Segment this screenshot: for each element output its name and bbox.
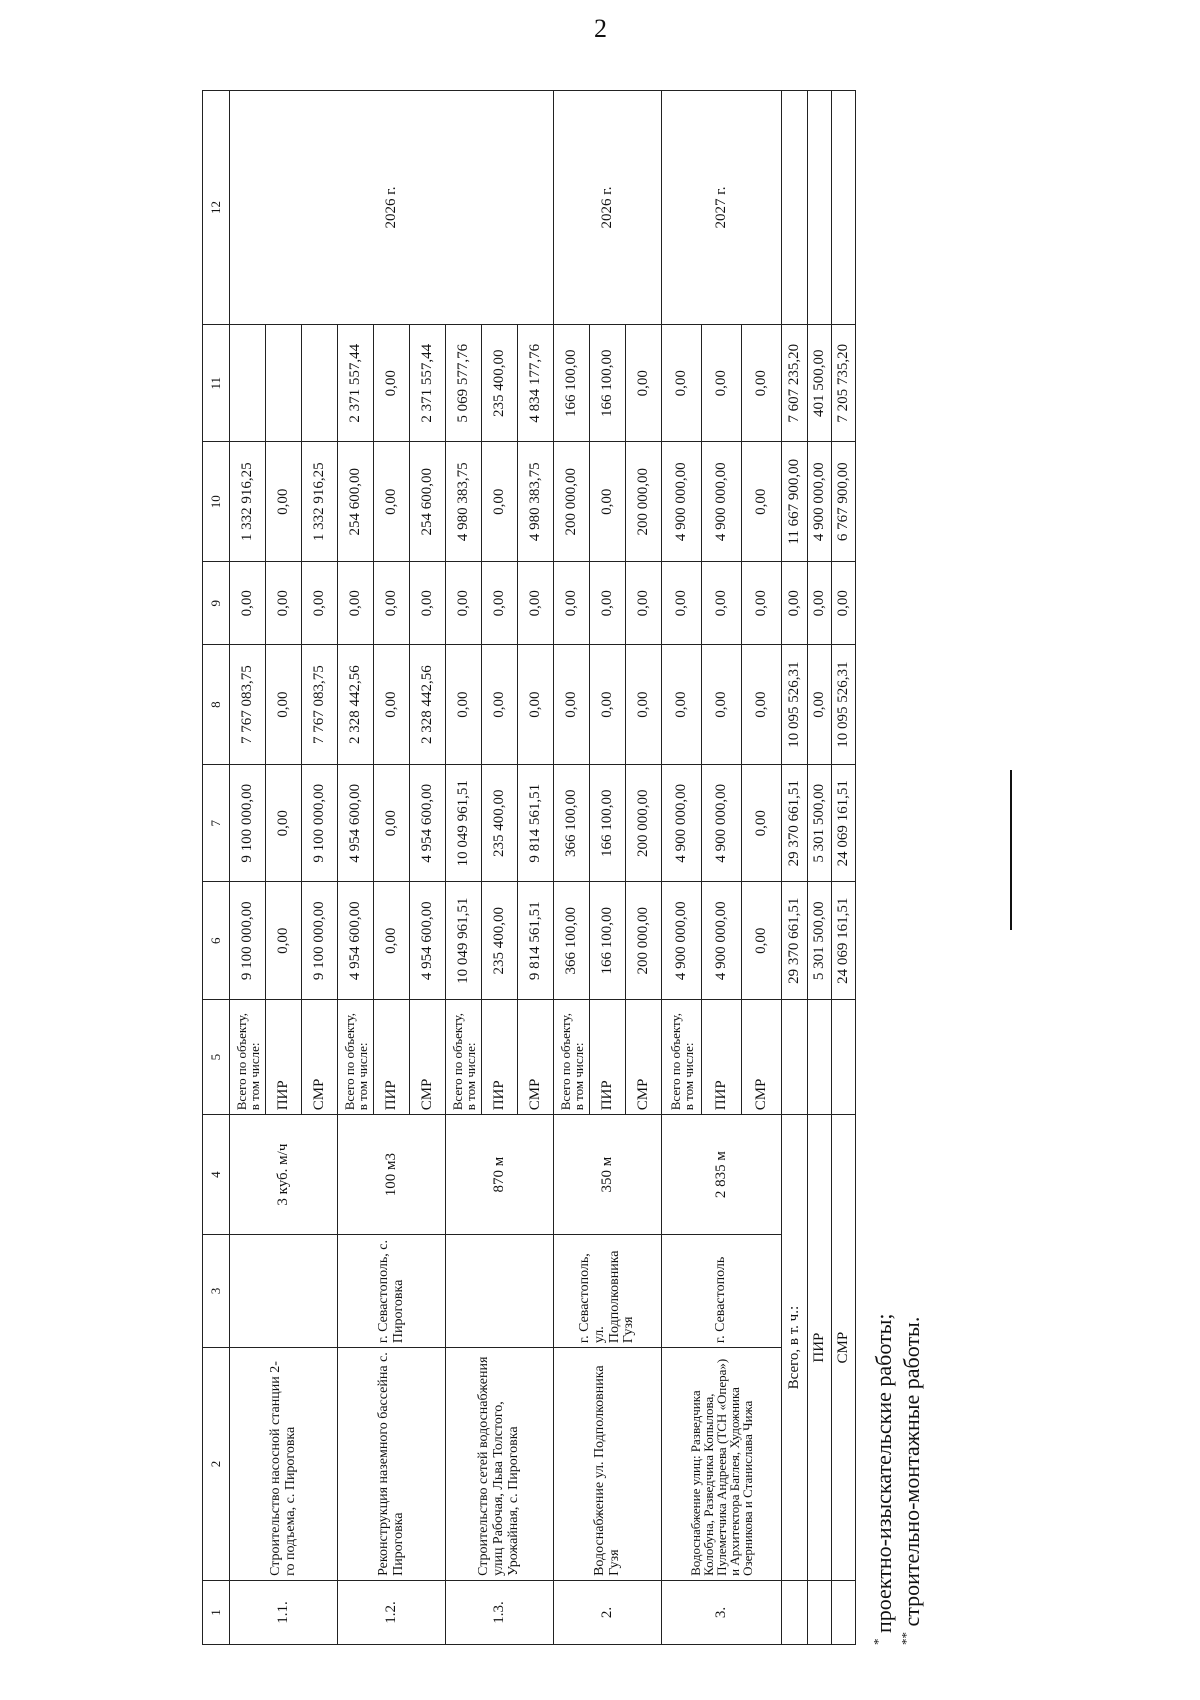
value-cell: 10 049 961,51 — [446, 764, 482, 881]
value-cell — [230, 324, 266, 441]
total-value: 0,00 — [782, 562, 808, 645]
value-cell: 9 100 000,00 — [230, 764, 266, 881]
line-label: Всего по объекту, в том числе: — [554, 999, 590, 1114]
separator-line — [1010, 770, 1012, 930]
value-cell: 0,00 — [626, 645, 662, 765]
value-cell: 0,00 — [702, 324, 742, 441]
total-value: 29 370 661,51 — [782, 764, 808, 881]
value-cell: 0,00 — [374, 562, 410, 645]
value-cell: 0,00 — [702, 562, 742, 645]
value-cell: 0,00 — [266, 562, 302, 645]
location-cell: г. Севастополь, ул. Подполковника Гузя — [554, 1234, 662, 1347]
empty-cell — [832, 1580, 856, 1644]
table-row — [554, 91, 590, 1645]
line-label: СМР — [518, 999, 554, 1114]
value-cell: 4 900 000,00 — [662, 764, 702, 881]
total-value: 11 667 900,00 — [782, 442, 808, 562]
value-cell: 7 767 083,75 — [302, 645, 338, 765]
total-value: 401 500,00 — [808, 324, 832, 441]
value-cell: 9 814 561,51 — [518, 882, 554, 999]
location-cell: г. Севастополь, с. Пироговка — [338, 1234, 446, 1347]
total-value: 5 301 500,00 — [808, 882, 832, 999]
total-value: 6 767 900,00 — [832, 442, 856, 562]
value-cell: 235 400,00 — [482, 882, 518, 999]
capacity-cell: 100 м3 — [338, 1115, 446, 1235]
value-cell: 254 600,00 — [410, 442, 446, 562]
value-cell: 0,00 — [742, 645, 782, 765]
footnote-smr — [898, 90, 926, 1645]
line-label: ПИР — [266, 999, 302, 1114]
value-cell: 0,00 — [626, 324, 662, 441]
value-cell: 4 980 383,75 — [446, 442, 482, 562]
row-number: 3. — [662, 1580, 782, 1644]
value-cell: 0,00 — [742, 442, 782, 562]
value-cell: 0,00 — [374, 764, 410, 881]
value-cell: 4 954 600,00 — [338, 882, 374, 999]
capacity-cell: 350 м — [554, 1115, 662, 1235]
value-cell: 0,00 — [482, 562, 518, 645]
value-cell: 5 069 577,76 — [446, 324, 482, 441]
footnote-text: проектно-изыскательские работы; — [871, 1313, 896, 1633]
header-cell: 11 — [203, 324, 230, 441]
financing-table — [202, 90, 856, 1645]
totals-row — [782, 91, 808, 1645]
value-cell: 4 900 000,00 — [702, 764, 742, 881]
value-cell: 1 332 916,25 — [302, 442, 338, 562]
value-cell: 2 328 442,56 — [410, 645, 446, 765]
value-cell: 166 100,00 — [554, 324, 590, 441]
total-value: 29 370 661,51 — [782, 882, 808, 999]
value-cell: 0,00 — [266, 764, 302, 881]
object-name: Строительство насосной станции 2-го подъема, с. Пироговка — [230, 1348, 338, 1581]
object-name: Строительство сетей водоснабжения улиц Рабочая, Льва Толстого, Урожайная, с. Пироговка — [446, 1348, 554, 1581]
object-name: Водоснабжение ул. Подполковника Гузя — [554, 1348, 662, 1581]
year-cell: 2027 г. — [662, 91, 782, 325]
footnote-pir — [870, 90, 898, 1645]
empty-cell — [808, 91, 832, 325]
header-cell: 6 — [203, 882, 230, 999]
value-cell: 4 954 600,00 — [410, 764, 446, 881]
value-cell: 2 328 442,56 — [338, 645, 374, 765]
empty-cell — [782, 91, 808, 325]
value-cell: 0,00 — [662, 562, 702, 645]
line-label: СМР — [302, 999, 338, 1114]
value-cell: 0,00 — [410, 562, 446, 645]
header-cell: 9 — [203, 562, 230, 645]
header-cell: 2 — [203, 1348, 230, 1581]
value-cell: 0,00 — [518, 562, 554, 645]
value-cell: 200 000,00 — [626, 764, 662, 881]
value-cell: 0,00 — [662, 324, 702, 441]
line-label: СМР — [410, 999, 446, 1114]
value-cell: 4 834 177,76 — [518, 324, 554, 441]
rotated-table-page — [202, 90, 925, 1645]
value-cell: 9 814 561,51 — [518, 764, 554, 881]
value-cell: 4 900 000,00 — [702, 882, 742, 999]
value-cell: 4 900 000,00 — [662, 882, 702, 999]
value-cell: 0,00 — [266, 882, 302, 999]
value-cell: 0,00 — [374, 645, 410, 765]
value-cell — [302, 324, 338, 441]
value-cell: 0,00 — [482, 442, 518, 562]
value-cell: 9 100 000,00 — [302, 882, 338, 999]
value-cell: 0,00 — [374, 882, 410, 999]
value-cell: 0,00 — [446, 562, 482, 645]
value-cell: 0,00 — [742, 562, 782, 645]
empty-cell — [832, 999, 856, 1114]
object-name: Реконструкция наземного бассейна с. Пироговка — [338, 1348, 446, 1581]
totals-label: ПИР — [808, 1115, 832, 1581]
value-cell: 166 100,00 — [590, 882, 626, 999]
footnote-text: строительно-монтажные работы. — [898, 1316, 924, 1627]
value-cell: 1 332 916,25 — [230, 442, 266, 562]
value-cell: 7 767 083,75 — [230, 645, 266, 765]
total-value: 5 301 500,00 — [808, 764, 832, 881]
value-cell: 0,00 — [590, 442, 626, 562]
value-cell: 2 371 557,44 — [338, 324, 374, 441]
header-cell: 5 — [203, 999, 230, 1114]
header-cell: 8 — [203, 645, 230, 765]
row-number: 1.1. — [230, 1580, 338, 1644]
row-number: 1.2. — [338, 1580, 446, 1644]
value-cell: 0,00 — [590, 562, 626, 645]
value-cell: 0,00 — [302, 562, 338, 645]
location-cell — [446, 1234, 554, 1347]
value-cell: 4 980 383,75 — [518, 442, 554, 562]
value-cell: 200 000,00 — [554, 442, 590, 562]
value-cell: 0,00 — [230, 562, 266, 645]
year-cell: 2026 г. — [230, 91, 554, 325]
location-cell: г. Севастополь — [662, 1234, 782, 1347]
table-row — [446, 91, 482, 1645]
value-cell: 4 954 600,00 — [410, 882, 446, 999]
capacity-cell: 2 835 м — [662, 1115, 782, 1235]
totals-label: СМР — [832, 1115, 856, 1581]
line-label: СМР — [742, 999, 782, 1114]
empty-cell — [808, 999, 832, 1114]
value-cell: 0,00 — [554, 562, 590, 645]
value-cell: 10 049 961,51 — [446, 882, 482, 999]
total-value: 7 607 235,20 — [782, 324, 808, 441]
empty-cell — [782, 999, 808, 1114]
total-value: 4 900 000,00 — [808, 442, 832, 562]
value-cell: 0,00 — [446, 645, 482, 765]
row-number: 1.3. — [446, 1580, 554, 1644]
total-value: 0,00 — [808, 645, 832, 765]
header-cell: 7 — [203, 764, 230, 881]
value-cell: 0,00 — [338, 562, 374, 645]
column-number-row — [203, 91, 230, 1645]
value-cell: 0,00 — [626, 562, 662, 645]
value-cell: 0,00 — [662, 645, 702, 765]
value-cell: 254 600,00 — [338, 442, 374, 562]
value-cell: 0,00 — [742, 764, 782, 881]
header-cell: 4 — [203, 1115, 230, 1235]
table-row — [662, 91, 702, 1645]
value-cell: 0,00 — [518, 645, 554, 765]
header-cell: 12 — [203, 91, 230, 325]
value-cell: 235 400,00 — [482, 764, 518, 881]
value-cell: 0,00 — [374, 324, 410, 441]
value-cell: 0,00 — [554, 645, 590, 765]
line-label: Всего по объекту, в том числе: — [338, 999, 374, 1114]
capacity-cell: 870 м — [446, 1115, 554, 1235]
line-label: ПИР — [374, 999, 410, 1114]
total-value: 0,00 — [808, 562, 832, 645]
value-cell: 366 100,00 — [554, 882, 590, 999]
row-number: 2. — [554, 1580, 662, 1644]
header-cell: 1 — [203, 1580, 230, 1644]
empty-cell — [782, 1580, 808, 1644]
year-cell: 2026 г. — [554, 91, 662, 325]
value-cell: 9 100 000,00 — [230, 882, 266, 999]
page-number: 2 — [594, 14, 607, 43]
value-cell: 200 000,00 — [626, 442, 662, 562]
total-value: 10 095 526,31 — [782, 645, 808, 765]
total-value: 10 095 526,31 — [832, 645, 856, 765]
value-cell: 235 400,00 — [482, 324, 518, 441]
totals-row — [832, 91, 856, 1645]
totals-label: Всего, в т. ч.: — [782, 1115, 808, 1581]
line-label: ПИР — [702, 999, 742, 1114]
value-cell: 0,00 — [702, 645, 742, 765]
value-cell: 166 100,00 — [590, 764, 626, 881]
total-value: 0,00 — [832, 562, 856, 645]
value-cell: 2 371 557,44 — [410, 324, 446, 441]
value-cell: 0,00 — [266, 442, 302, 562]
header-cell: 10 — [203, 442, 230, 562]
table-row — [230, 91, 266, 1645]
value-cell: 166 100,00 — [590, 324, 626, 441]
value-cell: 366 100,00 — [554, 764, 590, 881]
total-value: 7 205 735,20 — [832, 324, 856, 441]
line-label: СМР — [626, 999, 662, 1114]
empty-cell — [832, 91, 856, 325]
value-cell: 0,00 — [374, 442, 410, 562]
header-cell: 3 — [203, 1234, 230, 1347]
total-value: 24 069 161,51 — [832, 764, 856, 881]
footnote-mark: * — [870, 1638, 886, 1645]
line-label: ПИР — [590, 999, 626, 1114]
value-cell: 0,00 — [266, 645, 302, 765]
object-name: Водоснабжение улиц: Разведчика Колобуна, Разведчика Копылова, Пулеметчика Андреева (ТСН «Опера») и Архитектора Баглея, Художника Озерникова и Станислава Чижа — [662, 1348, 782, 1581]
value-cell: 9 100 000,00 — [302, 764, 338, 881]
value-cell: 0,00 — [742, 324, 782, 441]
value-cell: 4 954 600,00 — [338, 764, 374, 881]
totals-row — [808, 91, 832, 1645]
value-cell: 0,00 — [742, 882, 782, 999]
line-label: Всего по объекту, в том числе: — [230, 999, 266, 1114]
capacity-cell: 3 куб. м/ч — [230, 1115, 338, 1235]
line-label: ПИР — [482, 999, 518, 1114]
value-cell: 0,00 — [482, 645, 518, 765]
value-cell — [266, 324, 302, 441]
footnotes — [870, 90, 925, 1645]
value-cell: 4 900 000,00 — [702, 442, 742, 562]
table-row — [338, 91, 374, 1645]
total-value: 24 069 161,51 — [832, 882, 856, 999]
location-cell — [230, 1234, 338, 1347]
line-label: Всего по объекту, в том числе: — [662, 999, 702, 1114]
value-cell: 4 900 000,00 — [662, 442, 702, 562]
value-cell: 200 000,00 — [626, 882, 662, 999]
empty-cell — [808, 1580, 832, 1644]
footnote-mark: ** — [898, 1632, 914, 1645]
value-cell: 0,00 — [590, 645, 626, 765]
line-label: Всего по объекту, в том числе: — [446, 999, 482, 1114]
